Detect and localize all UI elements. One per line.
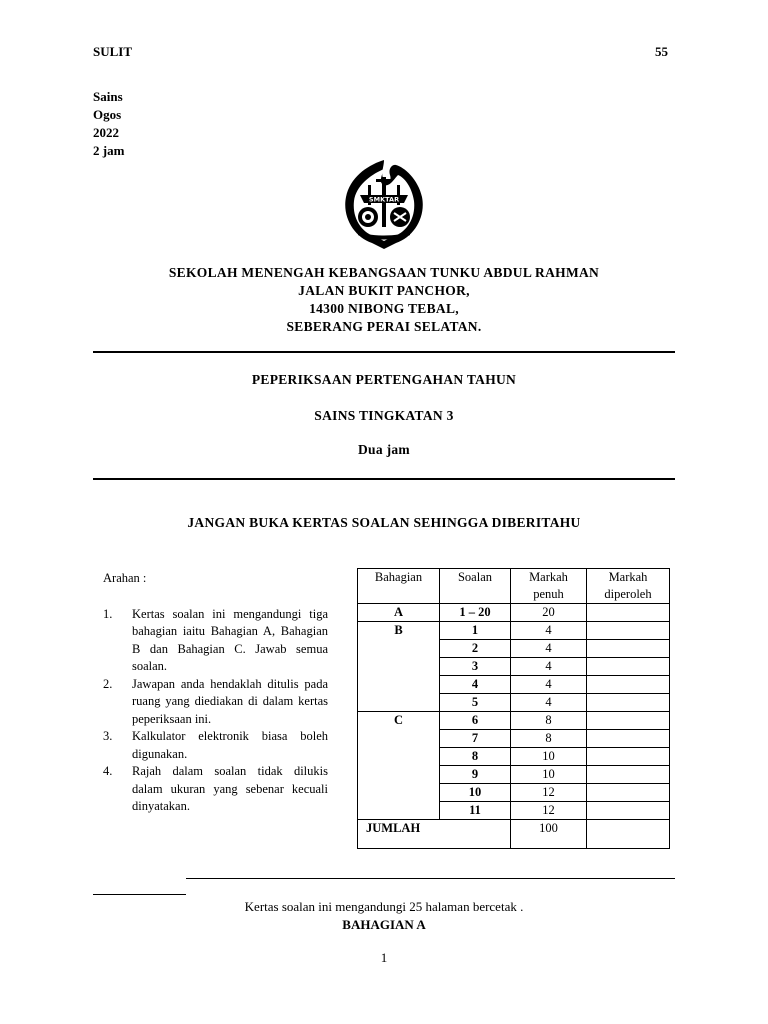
section-cell — [358, 694, 440, 712]
school-name: SEKOLAH MENENGAH KEBANGSAAN TUNKU ABDUL RAHMAN — [168, 265, 600, 280]
question-cell: 8 — [440, 748, 511, 766]
total-obtained-cell[interactable] — [587, 820, 670, 849]
section-cell: C — [358, 712, 440, 730]
obtained-cell[interactable] — [587, 604, 670, 622]
instructions-heading: Arahan : — [103, 571, 147, 585]
table-row — [358, 730, 670, 748]
instruction-item: 2. Jawapan anda hendaklah ditulis pada ruang yang diediakan di dalam kertas peperiksaan ini. — [103, 676, 328, 726]
full-marks-cell: 12 — [511, 802, 587, 820]
section-cell: A — [358, 604, 440, 622]
table-row — [358, 694, 670, 712]
school-address-2: 14300 NIBONG TEBAL, — [309, 301, 459, 316]
next-section-title: BAHAGIAN A — [342, 917, 426, 932]
full-marks-cell: 4 — [511, 640, 587, 658]
obtained-cell[interactable] — [587, 802, 670, 820]
meta-duration: 2 jam — [93, 143, 125, 158]
full-marks-cell: 4 — [511, 658, 587, 676]
marks-table — [357, 568, 670, 849]
header-question: Soalan — [440, 569, 511, 604]
table-row — [358, 604, 670, 622]
meta-month: Ogos — [93, 107, 122, 122]
instruction-item: 3. Kalkulator elektronik biasa boleh digunakan. — [103, 729, 328, 761]
question-cell: 11 — [440, 802, 511, 820]
header-full-marks: Markah penuh — [511, 569, 587, 604]
full-marks-cell: 8 — [511, 712, 587, 730]
obtained-cell[interactable] — [587, 640, 670, 658]
question-cell: 6 — [440, 712, 511, 730]
table-row — [358, 748, 670, 766]
footer-short-rule — [93, 894, 186, 895]
table-row — [358, 712, 670, 730]
total-value: 100 — [511, 820, 587, 849]
question-cell: 5 — [440, 694, 511, 712]
question-cell: 3 — [440, 658, 511, 676]
obtained-cell[interactable] — [587, 658, 670, 676]
full-marks-cell: 10 — [511, 748, 587, 766]
section-cell — [358, 766, 440, 784]
page-count-note: Kertas soalan ini mengandungi 25 halaman bercetak . — [244, 899, 524, 914]
question-cell: 4 — [440, 676, 511, 694]
total-label: JUMLAH — [358, 820, 511, 849]
obtained-cell[interactable] — [587, 784, 670, 802]
instruction-item: 1. Kertas soalan ini mengandungi tiga bahagian iaitu Bahagian A, Bahagian B dan Bahagian C. Jawab semua soalan. — [103, 606, 328, 673]
header-obtained: Markah diperoleh — [587, 569, 670, 604]
question-cell: 7 — [440, 730, 511, 748]
obtained-cell[interactable] — [587, 694, 670, 712]
total-row — [358, 820, 670, 849]
obtained-cell[interactable] — [587, 730, 670, 748]
logo-text: SMKTAR — [368, 195, 400, 204]
warning-text: JANGAN BUKA KERTAS SOALAN SEHINGGA DIBERITAHU — [187, 515, 581, 530]
meta-subject: Sains — [93, 89, 123, 104]
school-address-1: JALAN BUKIT PANCHOR, — [298, 283, 470, 298]
instructions — [103, 570, 328, 816]
section-cell — [358, 730, 440, 748]
school-logo — [338, 157, 430, 252]
table-header-row — [358, 569, 670, 604]
obtained-cell[interactable] — [587, 676, 670, 694]
section-cell: B — [358, 622, 440, 640]
question-cell: 10 — [440, 784, 511, 802]
school-info — [0, 264, 768, 336]
divider-top — [93, 351, 675, 353]
header-section: Bahagian — [358, 569, 440, 604]
full-marks-cell: 4 — [511, 694, 587, 712]
table-row — [358, 622, 670, 640]
paper-meta — [93, 88, 124, 160]
table-row — [358, 658, 670, 676]
instructions-list — [103, 606, 328, 816]
exam-duration: Dua jam — [358, 442, 410, 457]
section-cell — [358, 658, 440, 676]
obtained-cell[interactable] — [587, 712, 670, 730]
table-row — [358, 676, 670, 694]
full-marks-cell: 4 — [511, 622, 587, 640]
footer-rule — [186, 878, 675, 879]
instruction-item: 4. Rajah dalam soalan tidak dilukis dalam ukuran yang sebenar kecuali dinyatakan. — [103, 764, 328, 813]
section-cell — [358, 802, 440, 820]
divider-bottom — [93, 478, 675, 480]
sulit-label: SULIT — [93, 44, 133, 59]
table-row — [358, 640, 670, 658]
page-code: 55 — [655, 44, 668, 59]
question-cell: 9 — [440, 766, 511, 784]
full-marks-cell: 8 — [511, 730, 587, 748]
section-cell — [358, 784, 440, 802]
question-cell: 1 – 20 — [440, 604, 511, 622]
question-cell: 2 — [440, 640, 511, 658]
full-marks-cell: 4 — [511, 676, 587, 694]
section-cell — [358, 640, 440, 658]
school-address-3: SEBERANG PERAI SELATAN. — [286, 319, 482, 334]
question-cell: 1 — [440, 622, 511, 640]
exam-title: PEPERIKSAAN PERTENGAHAN TAHUN — [251, 372, 517, 387]
page-number: 1 — [380, 950, 388, 965]
obtained-cell[interactable] — [587, 748, 670, 766]
school-crest-icon — [338, 157, 430, 252]
section-cell — [358, 748, 440, 766]
meta-year: 2022 — [93, 125, 119, 140]
full-marks-cell: 12 — [511, 784, 587, 802]
table-row — [358, 784, 670, 802]
table-row — [358, 802, 670, 820]
full-marks-cell: 10 — [511, 766, 587, 784]
exam-subject: SAINS TINGKATAN 3 — [314, 408, 454, 423]
section-cell — [358, 676, 440, 694]
obtained-cell[interactable] — [587, 622, 670, 640]
full-marks-cell: 20 — [511, 604, 587, 622]
obtained-cell[interactable] — [587, 766, 670, 784]
table-row — [358, 766, 670, 784]
